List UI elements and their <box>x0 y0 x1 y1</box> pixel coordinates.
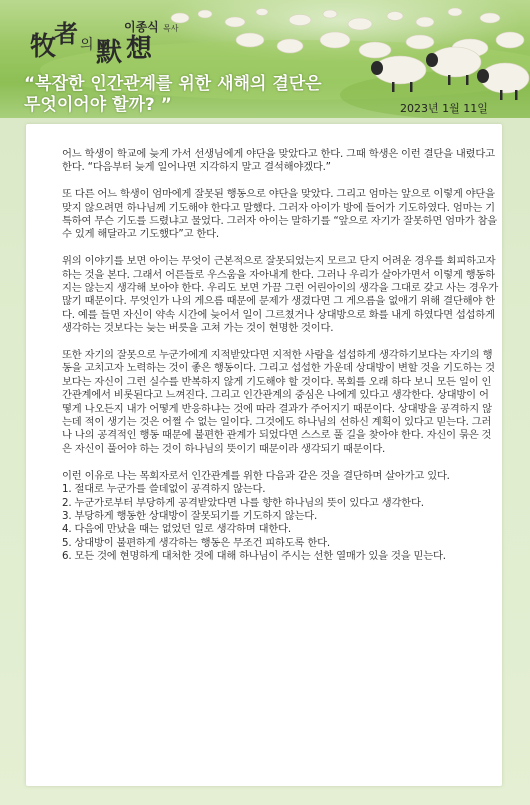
paragraph-1: 어느 학생이 학교에 늦게 가서 선생님에게 야단을 맞았다고 한다. 그때 학생은 이런 결단을 내렸다고 한다. “다음부터 늦게 일어나면 지각하지 말고 결석해야겠다.” <box>62 148 495 174</box>
author-name: 이종식 <box>124 20 159 34</box>
headline-line-1: “복잡한 인간관계를 위한 새해의 결단은 <box>24 74 322 94</box>
logo-char-2: 者 <box>54 19 78 48</box>
logo-char-1: 牧 <box>30 32 57 62</box>
header-banner <box>0 0 530 118</box>
resolution-list <box>62 483 498 563</box>
list-item: 3. 부당하게 행동한 상대방이 잘못되기를 기도하지 않는다. <box>62 509 318 522</box>
paragraph-5: 이런 이유로 나는 목회자로서 인간관계를 위한 다음과 같은 것을 결단하며 살아가고 있다. <box>62 469 450 482</box>
logo-char-3: 默 <box>96 38 123 68</box>
paragraph-2: 또 다른 어느 학생이 엄마에게 잘못된 행동으로 야단을 맞았다. 그리고 엄마는 앞으로 이렇게 야단을 맞지 않으려면 하나님께 기도해야 한다고 말했다. 그러자 아이가 방에 들어가 기도하였다. 엄마는 기특하여 무슨 기도를 드렸냐고 물었다. 그러자 아이는 말하기를 “앞으로 자기가 잘못하면 엄마가 참을 수 있게 해달라고 기도했다”고 한다. <box>62 188 497 241</box>
list-item: 6. 모든 것에 현명하게 대처한 것에 대해 하나님이 주시는 선한 열매가 있을 것을 믿는다. <box>62 550 446 563</box>
article-body <box>62 148 498 564</box>
publish-date: 2023년 1월 11일 <box>400 102 488 115</box>
list-item: 5. 상대방이 불편하게 생각하는 행동은 무조건 피하도록 한다. <box>62 536 330 549</box>
headline-line-2: 무엇이어야 할까? ” <box>24 95 172 115</box>
list-item: 4. 다음에 만났을 때는 없었던 일로 생각하며 대한다. <box>62 523 291 536</box>
logo-char-4: 想 <box>126 34 153 64</box>
list-item: 2. 누군가로부터 부당하게 공격받았다면 나를 향한 하나님의 뜻이 있다고 생각한다. <box>62 496 424 509</box>
logo-particle: 의 <box>80 37 94 53</box>
list-item: 1. 절대로 누군가를 쓸데없이 공격하지 않는다. <box>62 483 266 496</box>
author-byline <box>124 18 178 35</box>
article-headline <box>24 74 354 116</box>
author-title: 목사 <box>162 24 179 33</box>
paragraph-4: 또한 자기의 잘못으로 누군가에게 지적받았다면 지적한 사람을 섭섭하게 생각하기보다는 자기의 행동을 고치고자 노력하는 것이 좋은 행동이다. 그리고 섭섭한 가운데 상대방이 변할 것을 기도하는 것보다는 자신이 그런 실수를 반복하지 않게 기도해야 할 것이다. 목회를 오래 하다 보니 모든 일이 인간관계에서 비롯된다고 느껴진다. 그리고 인간관계의 중심은 나에게 있다고 생각한다. 상대방이 어떻게 나오든지 내가 어떻게 반응하냐는 것에 따라 결과가 주어지기 때문이다. 상대방을 공격하지 않는데 적이 생기는 것은 어쩔 수 없는 일이다. 그것에도 하나님의 선하신 계획이 있다고 믿는다. 그러나 나의 공격적인 행동 때문에 불편한 관계가 되었다면 스스로 풀 길을 찾아야 한다. 자신이 묶은 것은 자신이 풀어야 하는 것이 하나님의 뜻이기 때문이라 생각되기 때문이다. <box>62 349 495 455</box>
paragraph-3: 위의 이야기를 보면 아이는 무엇이 근본적으로 잘못되었는지 모르고 단지 어려운 경우를 회피하고자 하는 것을 본다. 그래서 어른들로 우스움을 자아내게 한다. 그러나 우리가 살아가면서 이렇게 행동하지는 않는지 생각해 보아야 한다. 우리도 보면 가끔 그런 어린아이의 생각을 그대로 갖고 사는 경우가 많기 때문이다. 무엇인가 나의 게으름 때문에 문제가 생겼다면 그 게으름을 없애기 위해 결단해야 한다. 예를 들면 자신이 약속 시간에 늦어서 일이 그르쳤거나 상대방으로 화를 내게 하였다면 섭섭하게 생각하는 것보다는 늦는 버릇을 고쳐 가는 것이 현명한 것이다. <box>62 255 498 335</box>
